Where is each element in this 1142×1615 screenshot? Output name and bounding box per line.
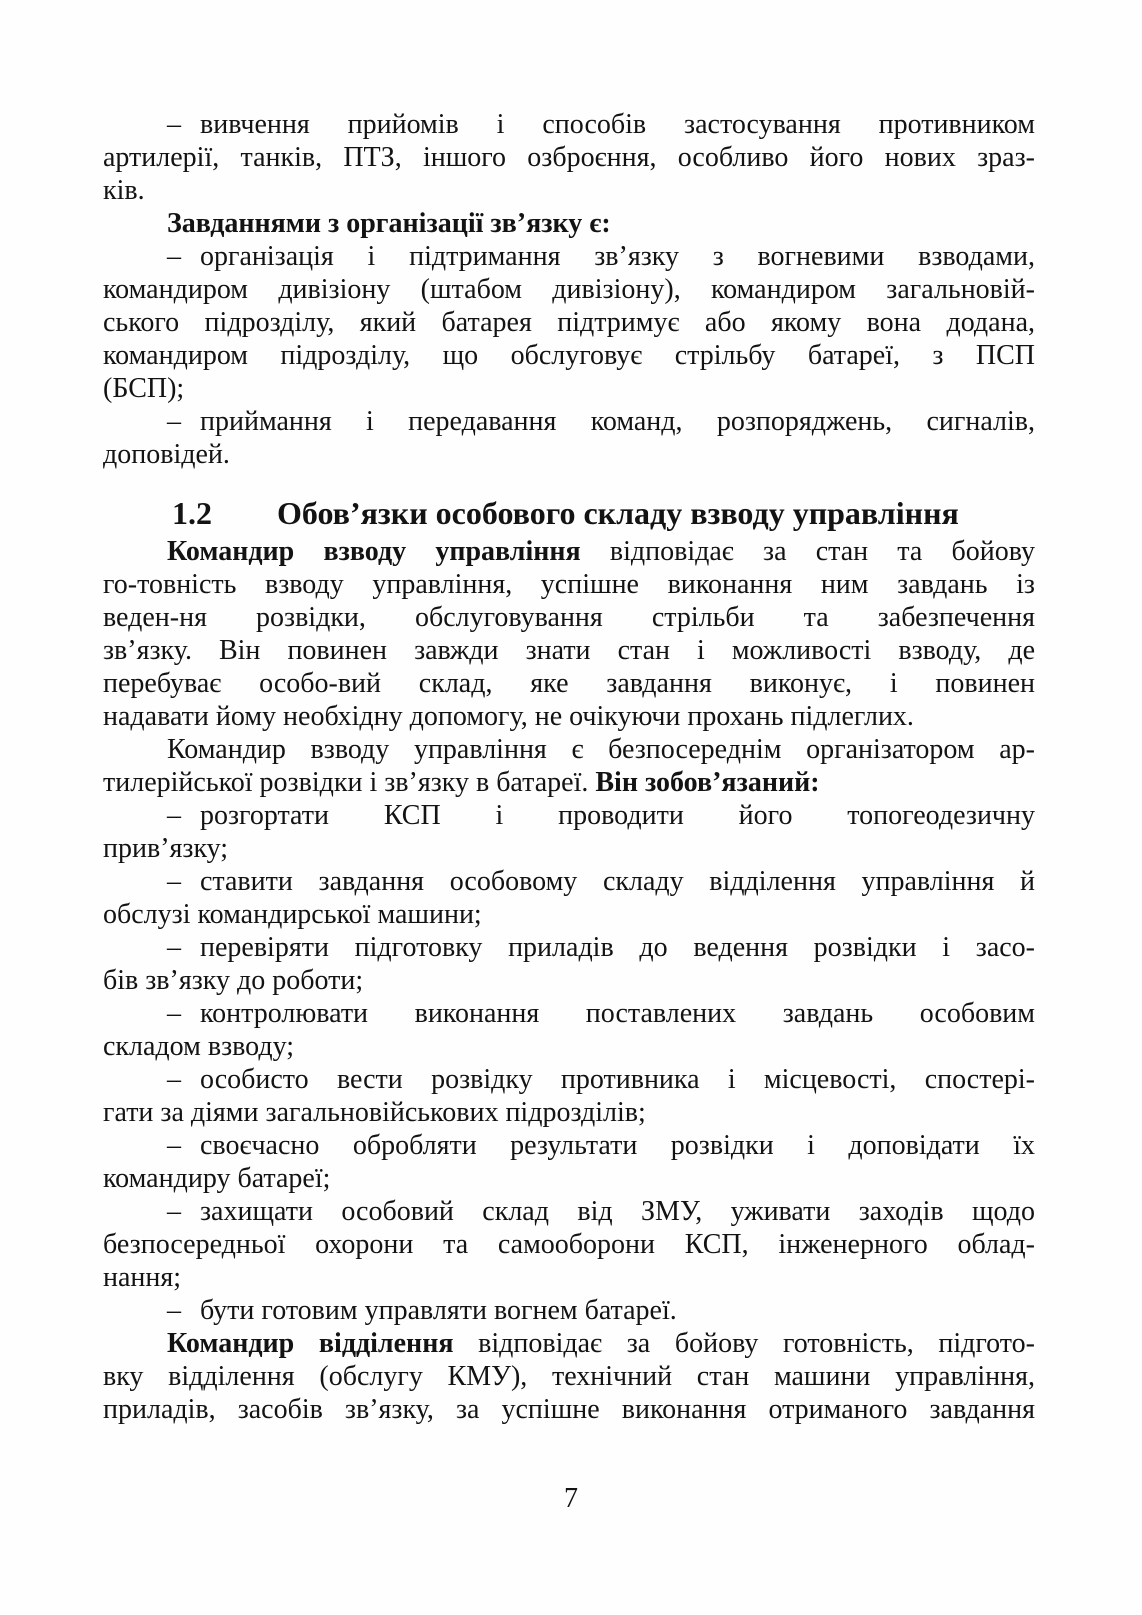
heading-number: 1.2 — [172, 495, 212, 531]
section-heading — [103, 493, 1035, 533]
list-dash: – — [167, 1064, 181, 1095]
text-line: артилерії, танків, ПТЗ, іншого озброєння, особливо його нових зраз- — [103, 142, 1035, 173]
list-dash: – — [167, 1196, 181, 1227]
paragraph — [103, 1294, 1035, 1327]
text-line: зв’язку. Він повинен завжди знати стан і можливості взводу, де — [103, 635, 1035, 666]
text-line: командиру батареї; — [103, 1163, 331, 1194]
text-line: гати за діями загальновійськових підрозділів; — [103, 1097, 646, 1128]
text-line: 1.2 Обов’язки особового складу взводу управління — [172, 495, 959, 531]
text-line: перебуває особо-вий склад, яке завдання виконує, і повинен — [103, 668, 1035, 699]
text-line: – ставити завдання особовому складу відділення управління й — [167, 866, 1035, 897]
text-line: обслузі командирської машини; — [103, 899, 482, 930]
text-line: тилерійської розвідки і зв’язку в батареї. Він зобов’язаний: — [103, 767, 820, 798]
page-number: 7 — [564, 1483, 578, 1514]
text-line: Командир взводу управління відповідає за стан та бойову — [167, 536, 1035, 567]
paragraph — [103, 1195, 1035, 1294]
text-line: – контролювати виконання поставлених завдань особовим — [167, 998, 1035, 1029]
text-line: вку відділення (обслугу КМУ), технічний стан машини управління, — [103, 1361, 1035, 1392]
text-line: надавати йому необхідну допомогу, не очікуючи прохань підлеглих. — [103, 701, 914, 732]
text-line: – розгортати КСП і проводити його топогеодезичну — [167, 800, 1035, 831]
text-line: го-товність взводу управління, успішне виконання ним завдань із — [103, 569, 1035, 600]
paragraph — [103, 405, 1035, 471]
text-line: – особисто вести розвідку противника і місцевості, спостері- — [167, 1064, 1035, 1095]
paragraph — [103, 108, 1035, 207]
text-line: доповідей. — [103, 439, 230, 470]
text-line: – організація і підтримання зв’язку з вогневими взводами, — [167, 241, 1035, 272]
paragraph — [103, 1327, 1035, 1426]
paragraph — [103, 1063, 1035, 1129]
list-dash: – — [167, 406, 181, 437]
text-line: приладів, засобів зв’язку, за успішне виконання отриманого завдання — [103, 1394, 1035, 1425]
text-line: складом взводу; — [103, 1031, 295, 1062]
text-block — [103, 108, 1035, 1426]
text-line: – перевіряти підготовку приладів до ведення розвідки і засо- — [167, 932, 1035, 963]
text-line: Командир взводу управління є безпосереднім організатором ар- — [167, 734, 1035, 765]
text-line: прив’язку; — [103, 833, 229, 864]
text-line: командиром підрозділу, що обслуговує стрільбу батареї, з ПСП — [103, 340, 1035, 371]
paragraph — [103, 240, 1035, 405]
paragraph — [103, 931, 1035, 997]
text-line: – приймання і передавання команд, розпоряджень, сигналів, — [167, 406, 1035, 437]
text-line: – вивчення прийомів і способів застосування противником — [167, 109, 1035, 140]
text-line: – захищати особовий склад від ЗМУ, уживати заходів щодо — [167, 1196, 1035, 1227]
list-dash: – — [167, 241, 181, 272]
paragraph — [103, 1129, 1035, 1195]
paragraph — [103, 997, 1035, 1063]
text-line: – своєчасно обробляти результати розвідки і доповідати їх — [167, 1130, 1035, 1161]
paragraph — [103, 207, 1035, 240]
text-line: нання; — [103, 1262, 182, 1293]
list-dash: – — [167, 866, 181, 897]
text-line: (БСП); — [103, 373, 185, 404]
paragraph — [103, 865, 1035, 931]
paragraph — [103, 799, 1035, 865]
text-line: ків. — [103, 175, 145, 206]
paragraph — [103, 733, 1035, 799]
text-line: веден-ня розвідки, обслуговування стрільби та забезпечення — [103, 602, 1035, 633]
list-dash: – — [167, 932, 181, 963]
text-line: ського підрозділу, який батарея підтримує або якому вона додана, — [103, 307, 1035, 338]
list-dash: – — [167, 1295, 181, 1326]
list-dash: – — [167, 998, 181, 1029]
text-line: бів зв’язку до роботи; — [103, 965, 364, 996]
text-line: командиром дивізіону (штабом дивізіону), командиром загальновій- — [103, 274, 1035, 305]
text-line: безпосередньої охорони та самооборони КСП, інженерного облад- — [103, 1229, 1035, 1260]
text-line: Завданнями з організації зв’язку є: — [167, 208, 611, 239]
list-dash: – — [167, 1130, 181, 1161]
list-dash: – — [167, 109, 181, 140]
paragraph — [103, 535, 1035, 733]
list-dash: – — [167, 800, 181, 831]
text-line: – бути готовим управляти вогнем батареї. — [167, 1295, 677, 1326]
text-line: Командир відділення відповідає за бойову готовність, підгото- — [167, 1328, 1035, 1359]
